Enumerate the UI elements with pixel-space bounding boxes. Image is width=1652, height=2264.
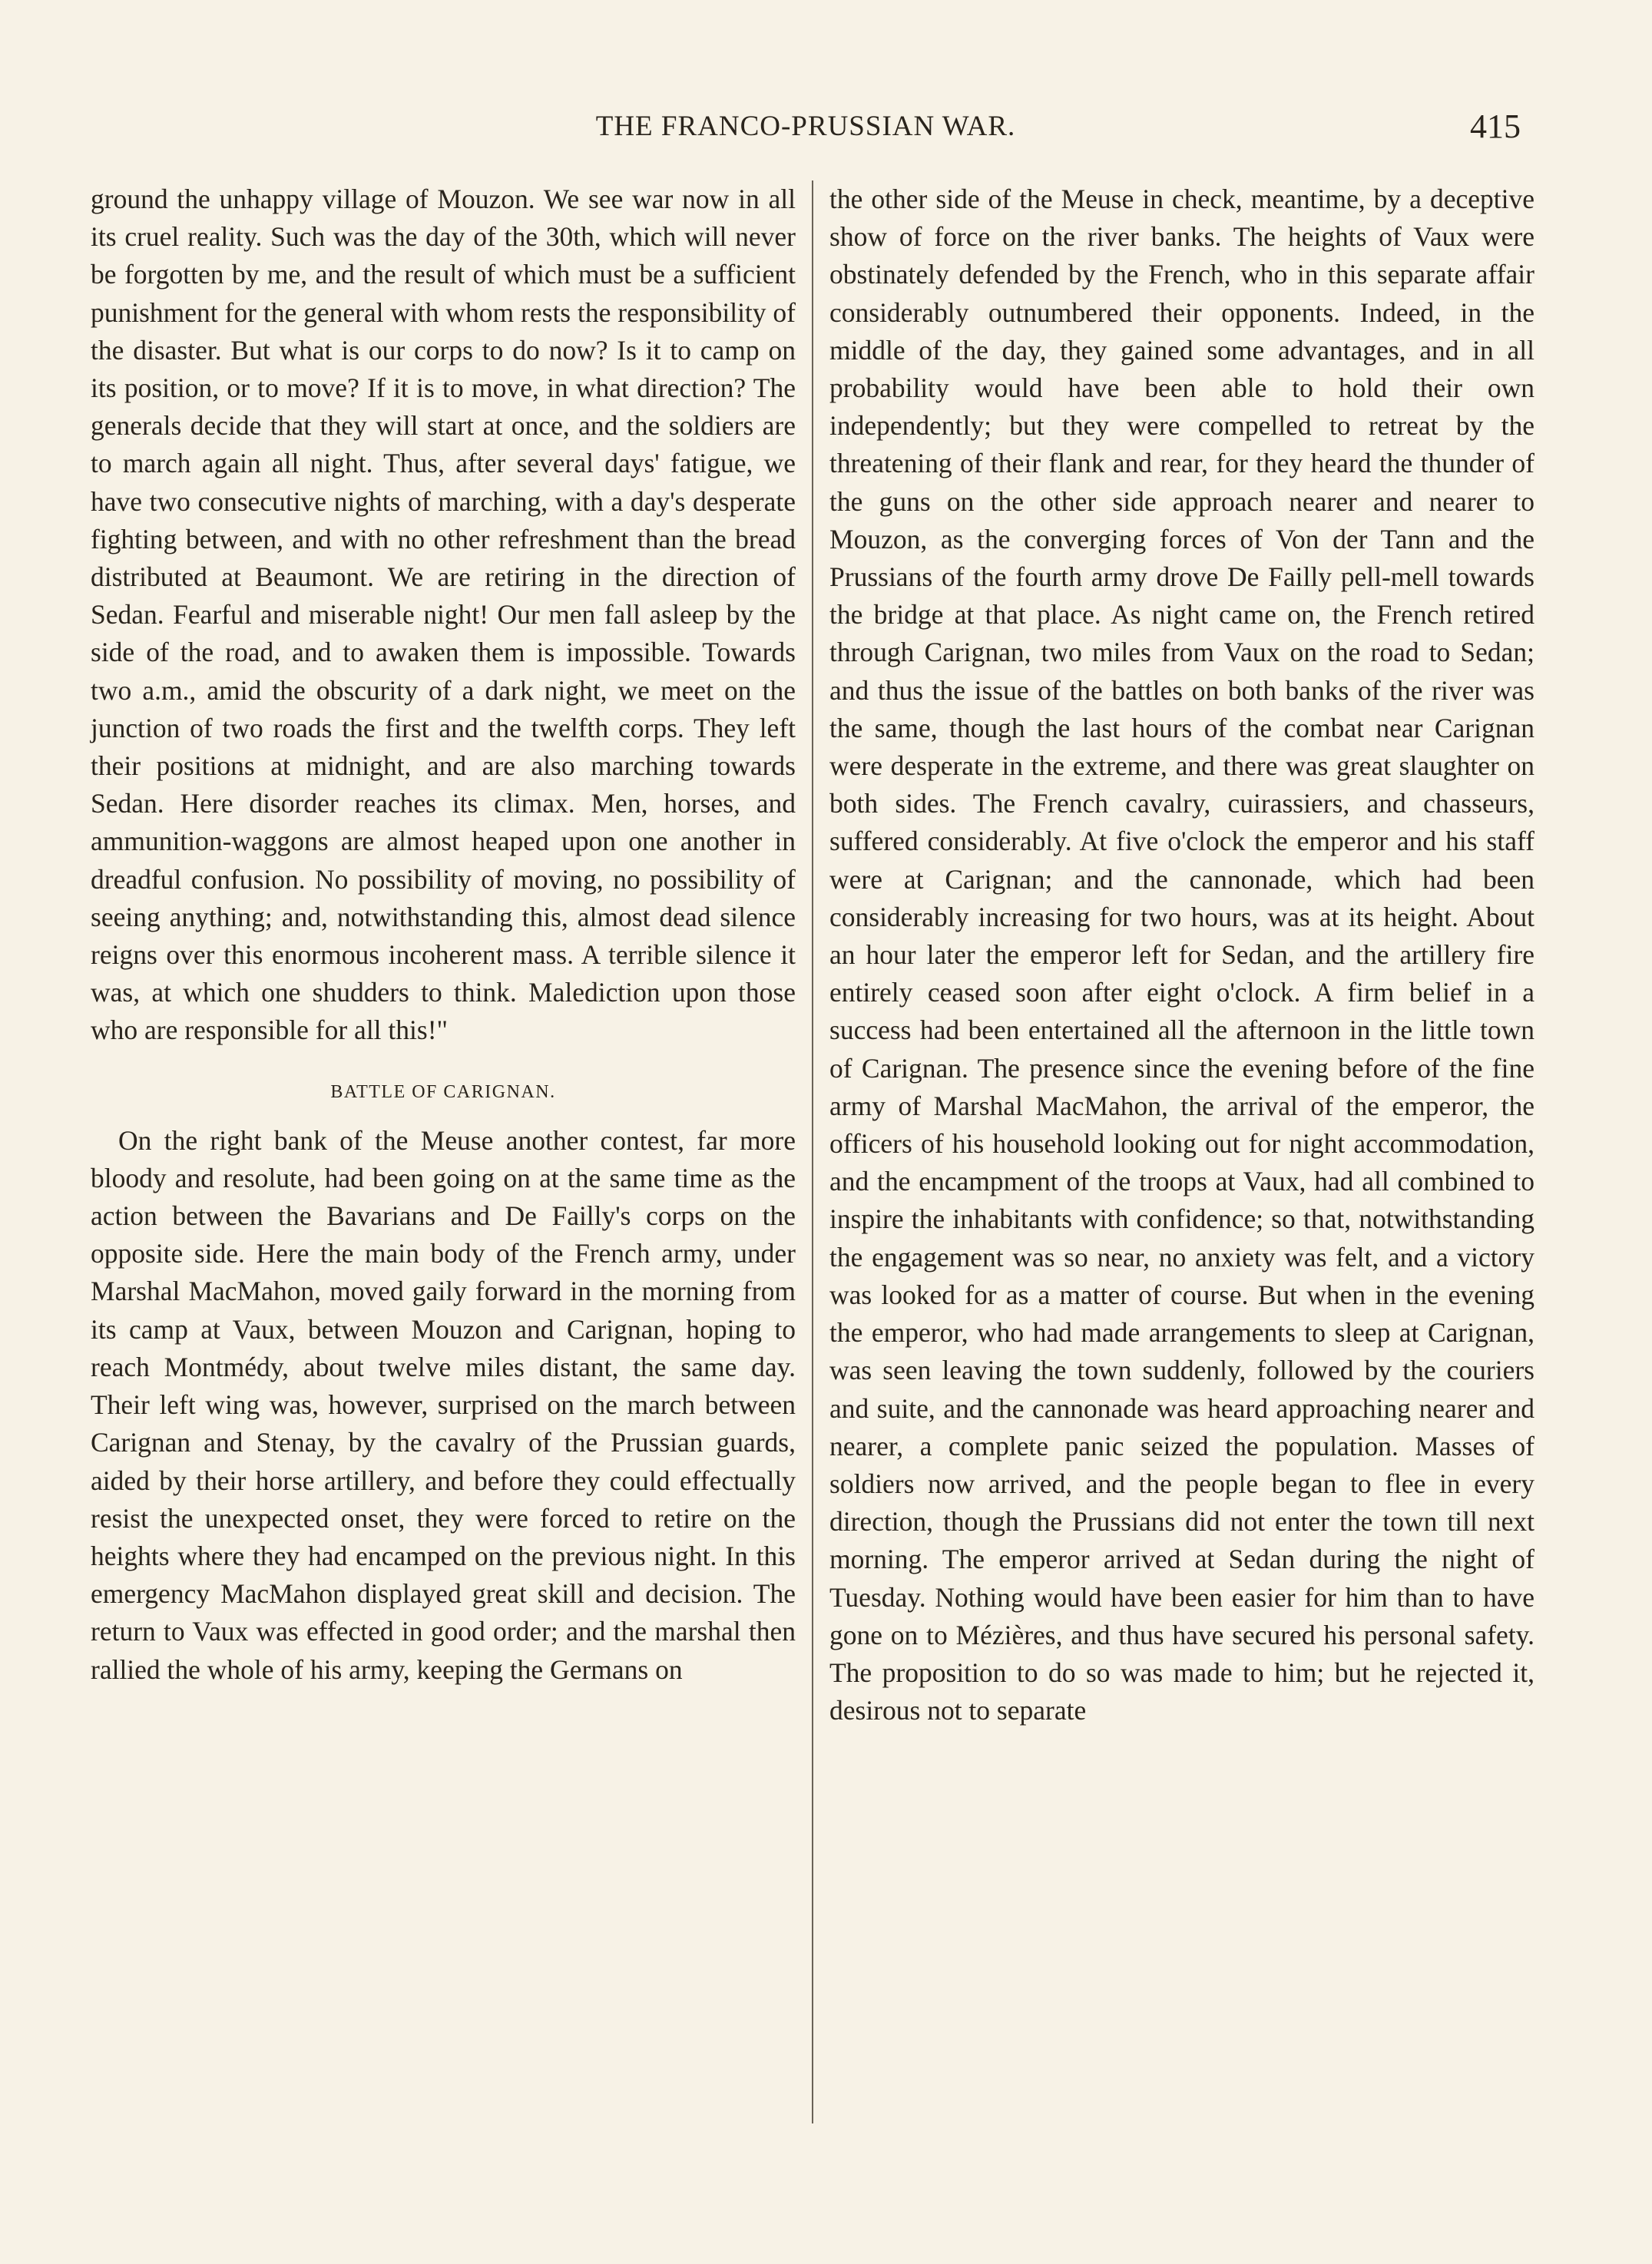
- section-heading: BATTLE OF CARIGNAN.: [330, 1081, 556, 1102]
- running-title: THE FRANCO-PRUSSIAN WAR.: [595, 111, 1016, 142]
- page-number: 415: [1470, 108, 1521, 145]
- right-paragraph-1: the other side of the Meuse in check, meantime, by a deceptive show of force on the river banks. The heights of Vaux were obstinately defended by the French, who in this separate affair considerably outnumbered their opponents. Indeed, in the middle of the day, they gained some advantages, and in all probability would have been able to hold their own independently; but they were compelled to retreat by the threatening of their flank and rear, for they heard the thunder of the guns on the other side approach nearer and nearer to Mouzon, as the converging forces of Von der Tann and the Prussians of the fourth army drove De Failly pell-mell towards the bridge at that place. As night came on, the French retired through Carignan, two miles from Vaux on the road to Sedan; and thus the issue of the battles on both banks of the river was the same, though the last hours of the combat near Carignan were desperate in the extreme, and there was great slaughter on both sides. The French cavalry, cuirassiers, and chasseurs, suffered considerably. At five o'clock the emperor and his staff were at Carignan; and the cannonade, which had been considerably increasing for two hours, was at its height. About an hour later the emperor left for Sedan, and the artillery fire entirely ceased soon after eight o'clock. A firm belief in a success had been entertained all the afternoon in the little town of Carignan. The presence since the evening before of the fine army of Marshal MacMahon, the arrival of the emperor, the officers of his household looking out for night accommodation, and the encampment of the troops at Vaux, had all combined to inspire the inhabitants with confidence; so that, notwithstanding the engagement was so near, no anxiety was felt, and a victory was looked for as a matter of course. But when in the evening the emperor, who had made arrangements to sleep at Carignan, was seen leaving the town suddenly, followed by the couriers and suite, and the cannonade was heard approaching nearer and nearer, a complete panic seized the population. Masses of soldiers now arrived, and the people began to flee in every direction, though the Prussians did not enter the town till next morning. The emperor arrived at Sedan during the night of Tuesday. Nothing would have been easier for him than to have gone on to Mézières, and thus have secured his personal safety. The proposition to do so was made to him; but he rejected it, desirous not to separate: [829, 184, 1534, 1726]
- right-column: [829, 180, 1534, 1729]
- left-paragraph-1: ground the unhappy village of Mouzon. We see war now in all its cruel reality. Such was the day of the 30th, which will never be forgotten by me, and the result of which must be a sufficient punishment for the general with whom rests the responsibility of the disaster. But what is our corps to do now? Is it to camp on its position, or to move? If it is to move, in what direction? The generals decide that they will start at once, and the soldiers are to march again all night. Thus, after several days' fatigue, we have two consecutive nights of marching, with a day's desperate fighting between, and with no other refreshment than the bread distributed at Beaumont. We are retiring in the direction of Sedan. Fearful and miserable night! Our men fall asleep by the side of the road, and to awaken them is impossible. Towards two a.m., amid the obscurity of a dark night, we meet on the junction of two roads the first and the twelfth corps. They left their positions at midnight, and are also marching towards Sedan. Here disorder reaches its climax. Men, horses, and ammunition-waggons are almost heaped upon one another in dreadful confusion. No possibility of moving, no possibility of seeing anything; and, notwithstanding this, almost dead silence reigns over this enormous incoherent mass. A terrible silence it was, at which one shudders to think. Malediction upon those who are responsible for all this!": [91, 184, 796, 1046]
- running-head: [91, 108, 1521, 146]
- column-divider: [812, 180, 813, 2123]
- left-paragraph-2: On the right bank of the Meuse another contest, far more bloody and resolute, had been going on at the same time as the action between the Bavarians and De Failly's corps on the opposite side. Here the main body of the French army, under Marshal MacMahon, moved gaily forward in the morning from its camp at Vaux, between Mouzon and Carignan, hoping to reach Montmédy, about twelve miles distant, the same day. Their left wing was, however, surprised on the march between Carignan and Stenay, by the cavalry of the Prussian guards, aided by their horse artillery, and before they could effectually resist the unexpected onset, they were forced to retire on the heights where they had encamped on the previous night. In this emergency MacMahon displayed great skill and decision. The return to Vaux was effected in good order; and the marshal then rallied the whole of his army, keeping the Germans on: [91, 1124, 796, 1685]
- left-column: [91, 180, 796, 1689]
